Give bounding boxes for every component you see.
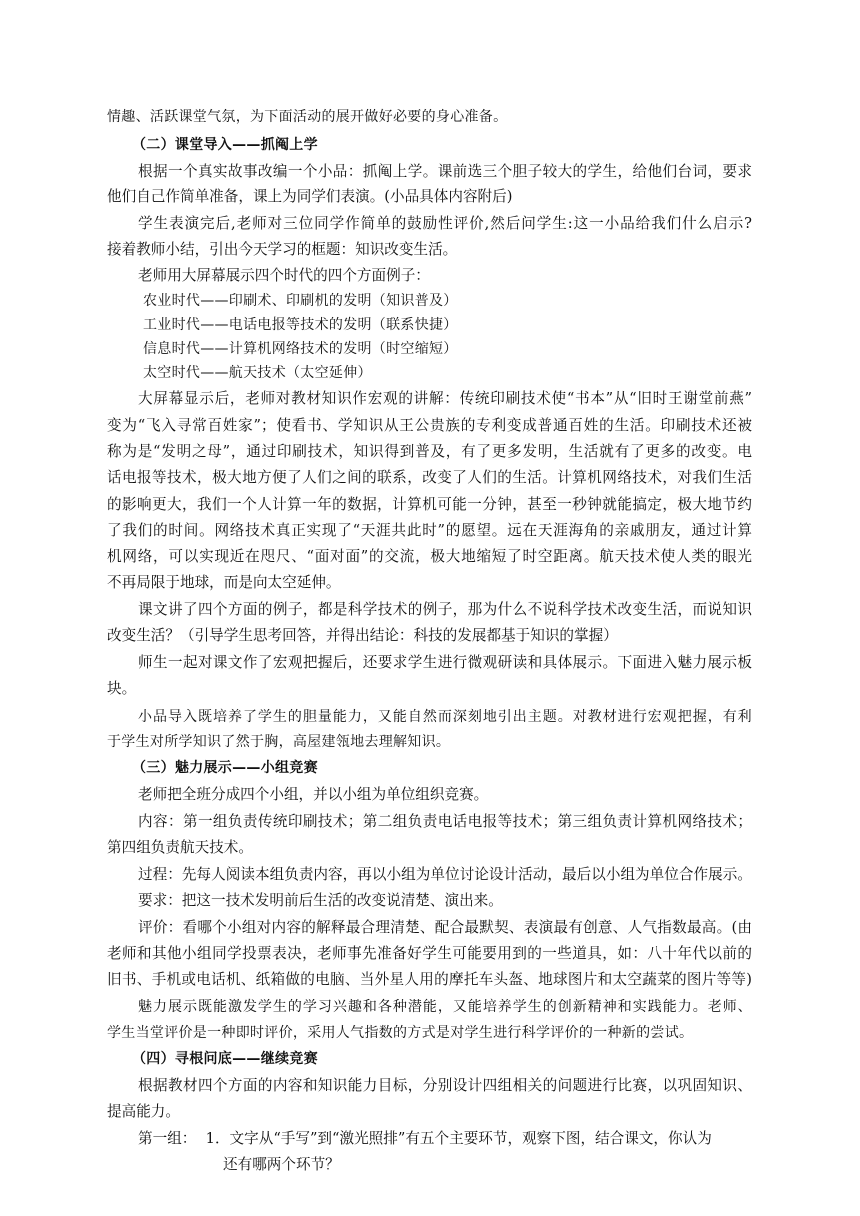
text-line: 魅力展示既能激发学生的学习兴趣和各种潜能，又能培养学生的创新精神和实践能力。老师、 — [138, 999, 752, 1015]
text-line: 老师用大屏幕展示四个时代的四个方面例子： — [138, 267, 430, 284]
text-line: 旧书、手机或电话机、纸箱做的电脑、当外星人用的摩托车头盔、地球图片和太空蔬菜的图片等等) — [107, 971, 752, 988]
text-line: 不再局限于地球，而是向太空延伸。 — [107, 574, 341, 591]
text-line: （四）寻根问底——继续竞赛 — [132, 1051, 318, 1067]
text-line: 变为“飞入寻常百姓家”；使看书、学知识从王公贵族的专利变成普通百姓的生活。印刷技术还被 — [107, 417, 752, 434]
text-line: 太空时代——航天技术（太空延伸） — [143, 365, 372, 381]
text-line: 工业时代——电话电报等技术的发明（联系快捷） — [143, 317, 458, 333]
text-line: 根据一个真实故事改编一个小品：抓阄上学。课前选三个胆子较大的学生，给他们台词，要求 — [138, 163, 752, 180]
text-line: 了我们的时间。网络技术真正实现了“天涯共此时”的愿望。远在天涯海角的亲戚朋友，通过计算 — [107, 522, 752, 539]
text-line: 小品导入既培养了学生的胆量能力，又能自然而深刻地引出主题。对教材进行宏观把握，有利 — [138, 709, 752, 725]
text-line: 话电报等技术，极大地方便了人们之间的联系，改变了人们的生活。计算机网络技术，对我们生活 — [107, 469, 752, 486]
text-line: 块。 — [107, 680, 137, 697]
text-line: 老师把全班分成四个小组，并以小组为单位组织竞赛。 — [138, 786, 489, 803]
text-line: 学生当堂评价是一种即时评价，采用人气指数的方式是对学生进行科学评价的一种新的尝试。 — [107, 1025, 694, 1041]
text-line: 第四组负责航天技术。 — [107, 839, 253, 856]
text-line: 评价：看哪个小组对内容的解释最合理清楚、配合最默契、表演最有创意、人气指数最高。(由 — [138, 919, 752, 936]
text-line: 学生表演完后,老师对三位同学作简单的鼓励性评价,然后问学生:这一小品给我们什么启示? — [138, 215, 752, 232]
text-line: 第一组： 1．文字从“手写”到“激光照排”有五个主要环节，观察下图，结合课文，你认为 — [138, 1130, 712, 1147]
text-line: 根据教材四个方面的内容和知识能力目标，分别设计四组相关的问题进行比赛，以巩固知识、 — [138, 1077, 752, 1094]
text-line: 老师和其他小组同学投票表决，老师事先准备好学生可能要用到的一些道具，如：八十年代以前的 — [107, 945, 752, 962]
text-line: 提高能力。 — [107, 1103, 180, 1120]
text-line: 接着教师小结，引出今天学习的框题：知识改变生活。 — [107, 241, 458, 258]
text-line: 农业时代——印刷术、印刷机的发明（知识普及） — [143, 293, 458, 309]
text-line: 师生一起对课文作了宏观把握后，还要求学生进行微观研读和具体展示。下面进入魅力展示板 — [138, 654, 752, 671]
text-line: 要求：把这一技术发明前后生活的改变说清楚、演出来。 — [138, 892, 503, 909]
text-line: 大屏幕显示后，老师对教材知识作宏观的讲解：传统印刷技术使“书本”从“旧时王谢堂前燕” — [138, 390, 752, 407]
text-line: 称为是“发明之母”，通过印刷技术，知识得到普及，有了更多发明，生活就有了更多的改变。电 — [107, 443, 752, 460]
text-line: （二）课堂导入——抓阄上学 — [132, 137, 318, 153]
text-line: 改变生活？（引导学生思考回答，并得出结论：科技的发展都基于知识的掌握） — [107, 627, 618, 644]
text-line: 过程：先每人阅读本组负责内容，再以小组为单位讨论设计活动，最后以小组为单位合作展示。 — [138, 866, 752, 883]
text-line: 信息时代——计算机网络技术的发明（时空缩短） — [143, 341, 458, 357]
text-line: 情趣、活跃课堂气氛，为下面活动的展开做好必要的身心准备。 — [107, 109, 508, 125]
text-line: 课文讲了四个方面的例子，都是科学技术的例子，那为什么不说科学技术改变生活，而说知识 — [138, 601, 752, 618]
text-line: 机网络，可以实现近在咫尺、“面对面”的交流，极大地缩短了时空距离。航天技术使人类的眼光 — [107, 548, 752, 565]
text-line: （三）魅力展示——小组竞赛 — [132, 760, 318, 776]
text-line: 还有哪两个环节？ — [223, 1156, 340, 1173]
text-line: 他们自己作简单准备，课上为同学们表演。(小品具体内容附后) — [107, 188, 513, 205]
text-line: 内容：第一组负责传统印刷技术；第二组负责电话电报等技术；第三组负责计算机网络技术； — [138, 813, 752, 830]
text-line: 的影响更大，我们一个人计算一年的数据，计算机可能一分钟，甚至一秒钟就能搞定，极大地节约 — [107, 496, 752, 513]
text-line: 于学生对所学知识了然于胸，高屋建瓴地去理解知识。 — [107, 734, 451, 750]
